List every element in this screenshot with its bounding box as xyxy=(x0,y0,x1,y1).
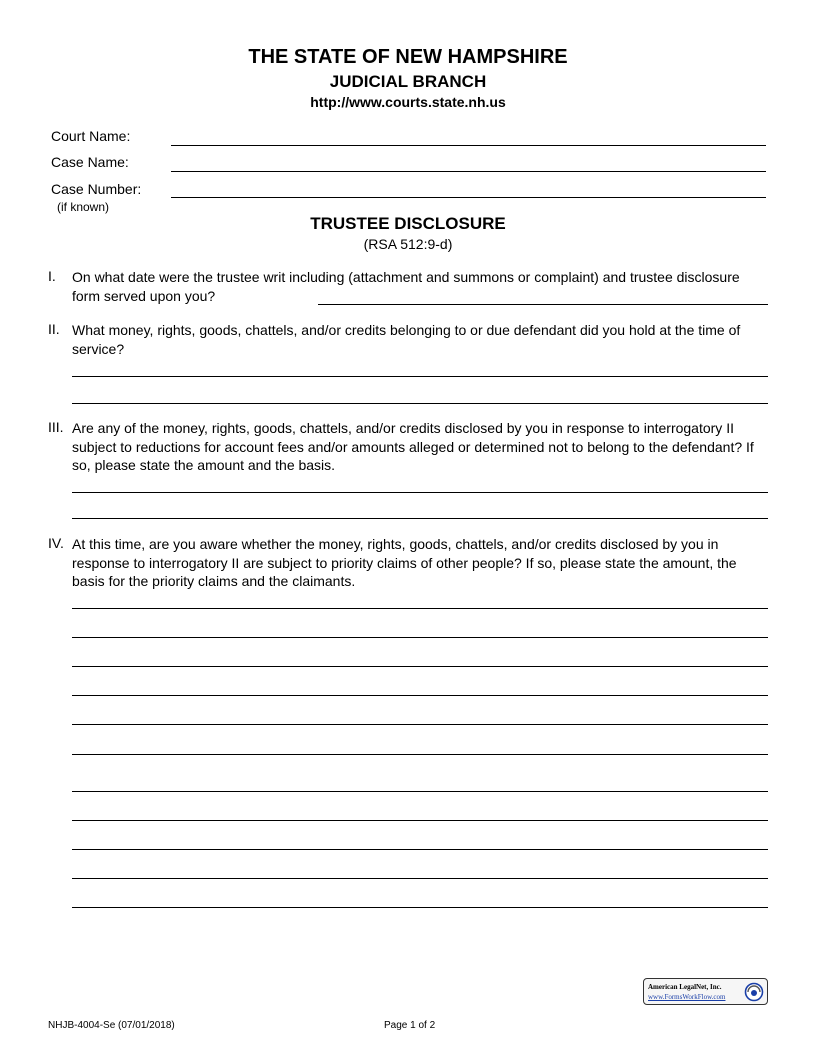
question-text: What money, rights, goods, chattels, and/or credits belonging to or due defendant did you hold at the time of service? xyxy=(72,322,741,357)
answer-line[interactable] xyxy=(72,724,768,725)
answer-line[interactable] xyxy=(72,791,768,792)
state-heading: THE STATE OF NEW HAMPSHIRE xyxy=(248,46,568,68)
form-statute: (RSA 512:9-d) xyxy=(363,236,453,252)
court-url[interactable]: http://www.courts.state.nh.us xyxy=(310,94,506,110)
answer-line[interactable] xyxy=(72,376,768,377)
answer-line[interactable] xyxy=(72,492,768,493)
form-id: NHJB-4004-Se (07/01/2018) xyxy=(48,1020,175,1031)
logo-url[interactable]: www.FormsWorkFlow.com xyxy=(648,993,726,1001)
logo-company-name: American LegalNet, Inc. xyxy=(648,983,722,991)
court-name-label: Court Name: xyxy=(51,128,131,144)
court-name-field[interactable] xyxy=(171,145,766,146)
american-legalnet-logo[interactable] xyxy=(643,978,768,1005)
question-text: On what date were the trustee writ including (attachment and summons or complaint) and trustee disclosure form served upon you? xyxy=(72,269,740,304)
if-known-note: (if known) xyxy=(57,200,110,214)
answer-line[interactable] xyxy=(72,403,768,404)
answer-line[interactable] xyxy=(72,907,768,908)
answer-line[interactable] xyxy=(72,518,768,519)
form-title: TRUSTEE DISCLOSURE xyxy=(310,214,506,233)
question-number: II. xyxy=(48,321,60,337)
question-number: I. xyxy=(48,268,56,284)
page-number: Page 1 of 2 xyxy=(384,1020,436,1031)
question-text: Are any of the money, rights, goods, chattels, and/or credits disclosed by you in response to interrogatory II subject to reductions for account fees and/or amounts alleged or determined not to belong to the defendant? If so, please state the amount and the basis. xyxy=(72,420,754,473)
answer-line[interactable] xyxy=(318,304,768,305)
case-number-field[interactable] xyxy=(171,197,766,198)
globe-icon xyxy=(744,982,764,1002)
answer-line[interactable] xyxy=(72,666,768,667)
case-number-label: Case Number: xyxy=(51,181,142,197)
question-text: At this time, are you aware whether the money, rights, goods, chattels, and/or credits disclosed by you in response to interrogatory II are subject to priority claims of other people? If so, please state the amount, the basis for the priority claims and the claimants. xyxy=(72,536,737,589)
answer-line[interactable] xyxy=(72,820,768,821)
branch-heading: JUDICIAL BRANCH xyxy=(329,72,487,91)
answer-line[interactable] xyxy=(72,878,768,879)
answer-line[interactable] xyxy=(72,849,768,850)
question-number: IV. xyxy=(48,535,64,551)
answer-line[interactable] xyxy=(72,695,768,696)
case-name-label: Case Name: xyxy=(51,154,129,170)
case-name-field[interactable] xyxy=(171,171,766,172)
answer-line[interactable] xyxy=(72,637,768,638)
answer-line[interactable] xyxy=(72,754,768,755)
question-number: III. xyxy=(48,419,64,435)
answer-line[interactable] xyxy=(72,608,768,609)
